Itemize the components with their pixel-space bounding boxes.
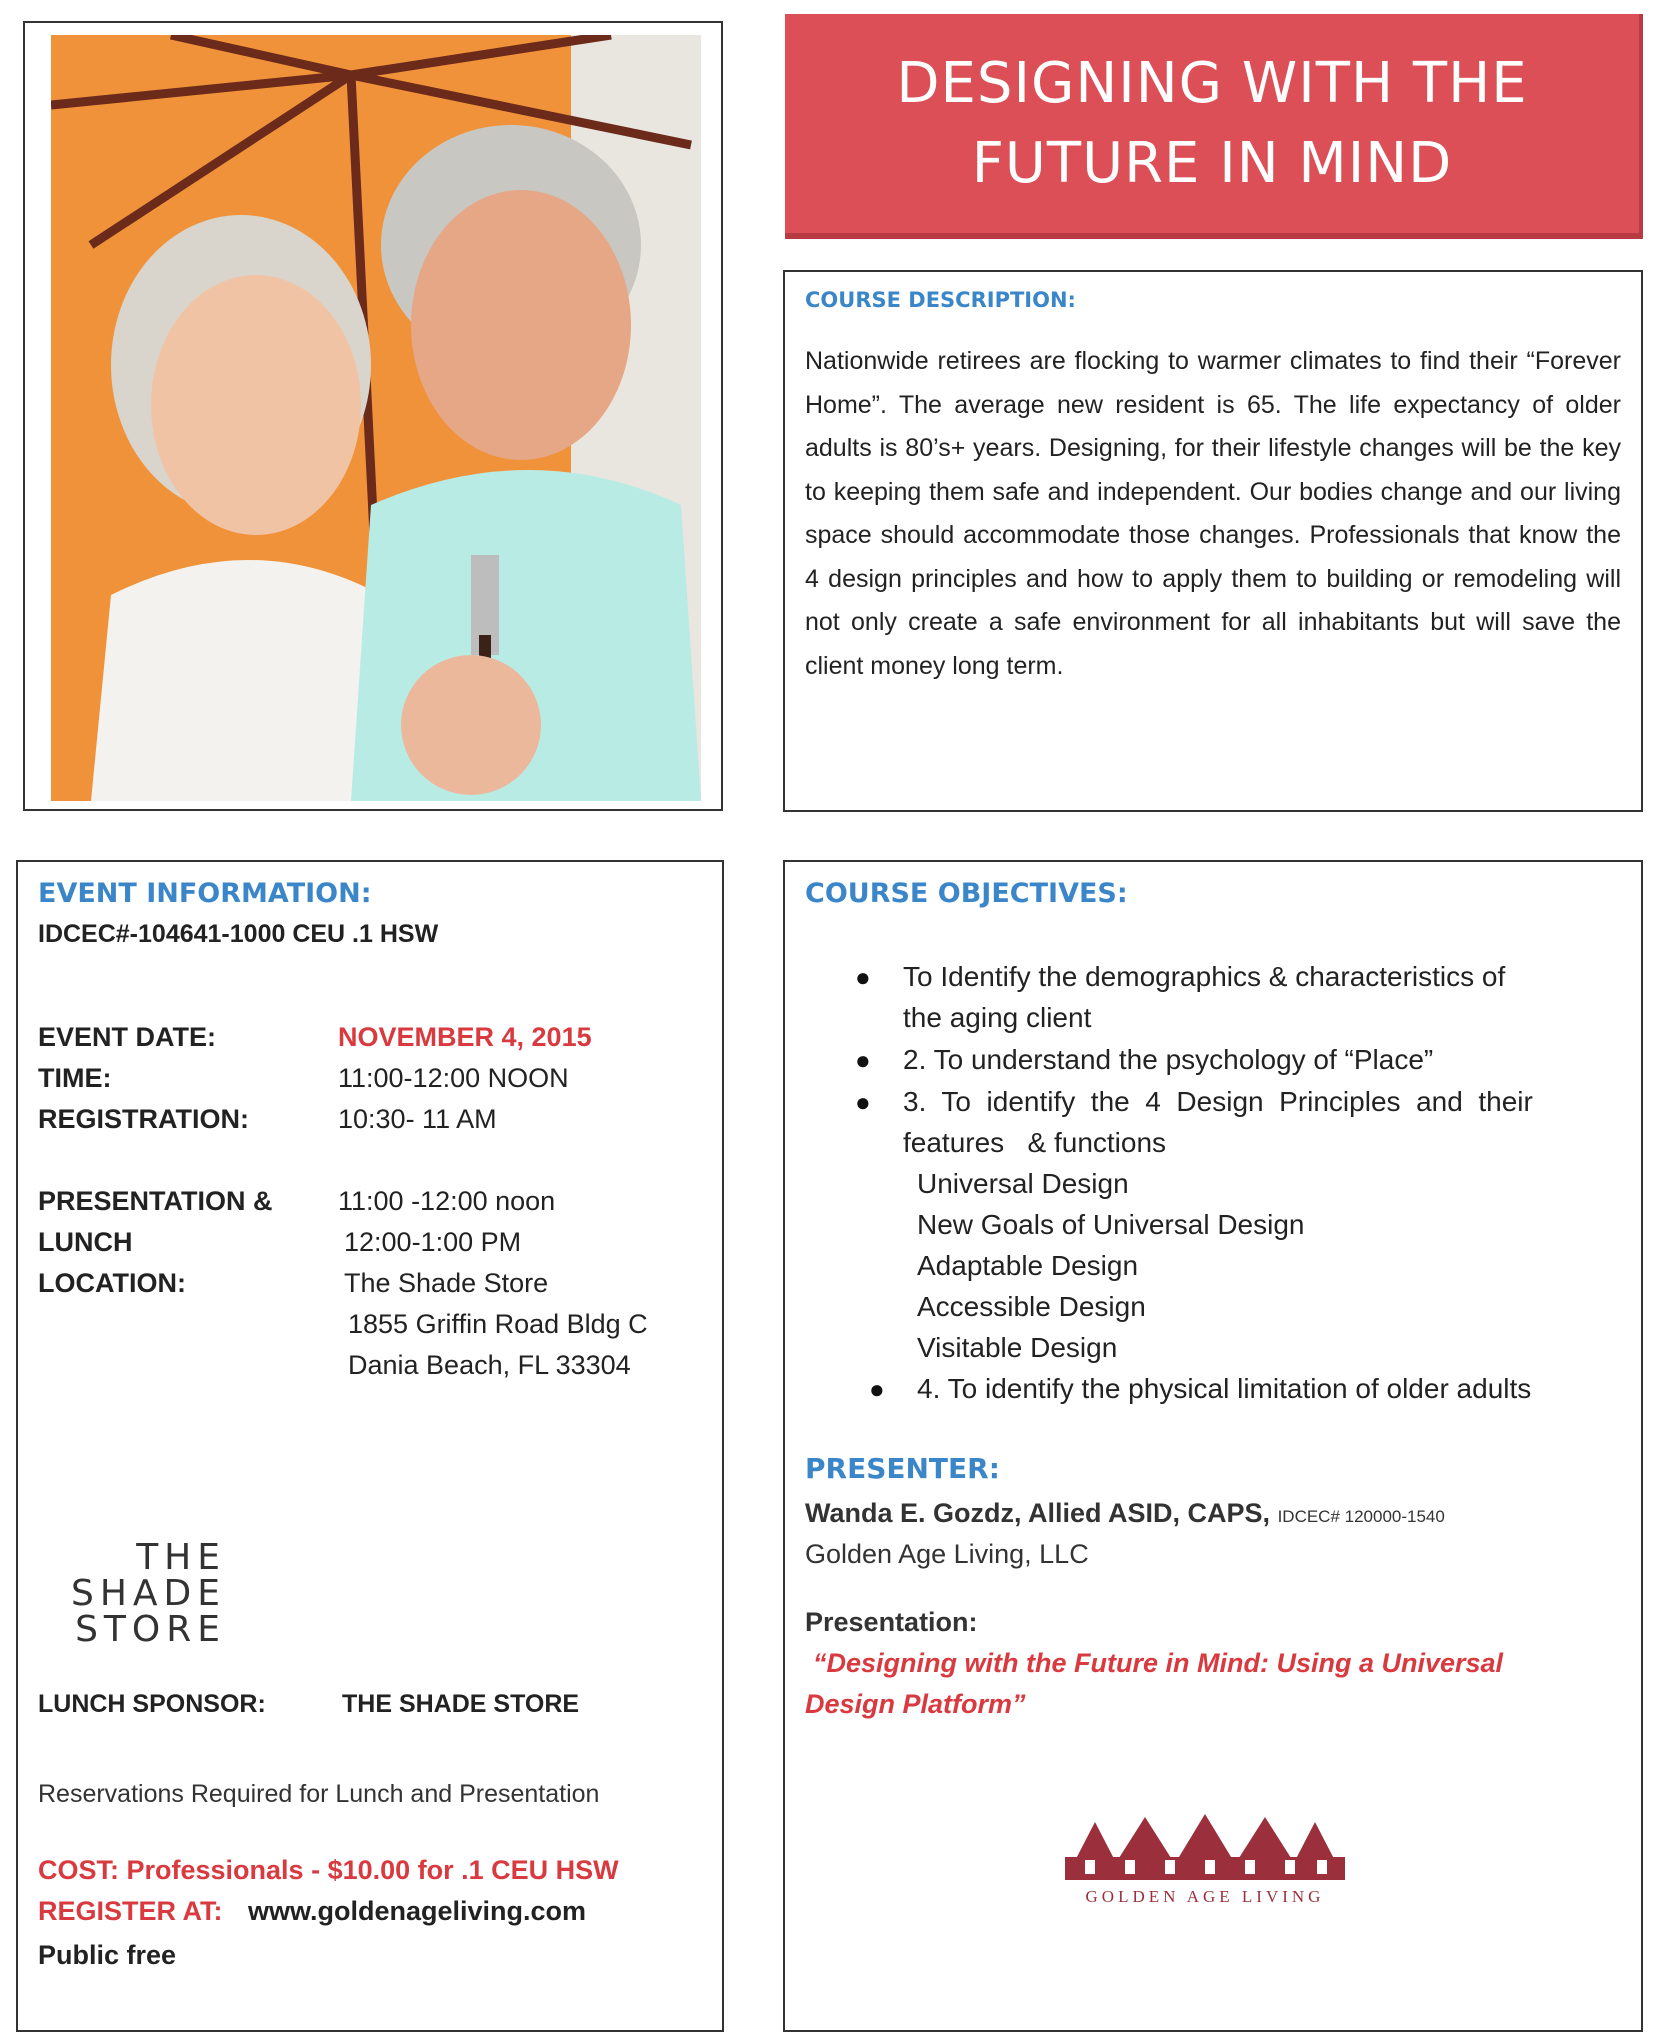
location-label: LOCATION: — [38, 1268, 186, 1298]
principle-new-goals: New Goals of Universal Design — [917, 1209, 1305, 1240]
registration-value: 10:30- 11 AM — [338, 1104, 497, 1134]
register-url[interactable]: www.goldenageliving.com — [248, 1896, 587, 1926]
course-description-box — [783, 270, 1643, 812]
presentation-time-value: 11:00 -12:00 noon — [338, 1186, 556, 1216]
event-date-label: EVENT DATE: — [38, 1022, 217, 1052]
lunch-sponsor-value: THE SHADE STORE — [342, 1690, 580, 1718]
presentation-label: PRESENTATION & — [38, 1186, 273, 1216]
course-description-heading: COURSE DESCRIPTION: — [805, 288, 1076, 312]
objective-1-line-1: To Identify the demographics & characteristics of — [903, 961, 1506, 992]
time-label: TIME: — [38, 1063, 112, 1093]
principle-universal: Universal Design — [917, 1168, 1129, 1199]
bullet-4: ● — [869, 1374, 885, 1404]
objective-3-line-2: features & functions — [903, 1127, 1167, 1158]
idcec-number: IDCEC#-104641-1000 CEU .1 HSW — [38, 920, 439, 948]
lunch-label: LUNCH — [38, 1227, 133, 1257]
bullet-3: ● — [855, 1087, 871, 1117]
principle-visitable: Visitable Design — [917, 1332, 1118, 1363]
lunch-sponsor-label: LUNCH SPONSOR: — [38, 1690, 266, 1718]
course-objectives-box — [783, 860, 1643, 2032]
bullet-2: ● — [855, 1045, 871, 1075]
cost-line: COST: Professionals - $10.00 for .1 CEU HSW — [38, 1855, 619, 1885]
presenter-company: Golden Age Living, LLC — [805, 1539, 1089, 1569]
objective-4: 4. To identify the physical limitation of older adults — [917, 1373, 1532, 1404]
presentation-label: Presentation: — [805, 1607, 978, 1637]
course-description-text: Nationwide retirees are flocking to warmer climates to find their “Forever Home”. The average new resident is 65. The life expectancy of older adults is 80’s+ years. Designing, for their lifestyle changes will be the key to keeping them safe and independent. Our bodies change and our living space should accommodate those changes. Professionals that know the 4 design principles and how to apply them to building or remodeling will not only create a safe environment for all inhabitants but will save the client money long term. — [805, 347, 1621, 680]
location-line-2: 1855 Griffin Road Bldg C — [348, 1309, 648, 1339]
presenter-idcec: IDCEC# 120000-1540 — [1277, 1507, 1445, 1526]
location-line-3: Dania Beach, FL 33304 — [348, 1350, 631, 1380]
lunch-time-value: 12:00-1:00 PM — [344, 1227, 522, 1257]
location-line-1: The Shade Store — [344, 1268, 549, 1298]
logo-line-2: SHADE — [70, 1573, 226, 1614]
objective-1-line-2: the aging client — [903, 1002, 1092, 1033]
presentation-title-line-1: “Designing with the Future in Mind: Using a Universal — [813, 1648, 1504, 1678]
shade-store-logo — [56, 1537, 226, 1650]
couple-photo — [51, 35, 701, 801]
title-line-2: FUTURE IN MIND — [971, 130, 1453, 196]
logo-line-1: THE — [136, 1537, 226, 1578]
golden-age-living-building-icon — [1065, 1802, 1345, 1882]
presenter-line — [805, 1498, 1445, 1529]
presenter-heading: PRESENTER: — [805, 1452, 1000, 1485]
presenter-name: Wanda E. Gozdz, Allied ASID, CAPS, — [805, 1498, 1271, 1528]
title-line-1: DESIGNING WITH THE — [896, 50, 1528, 116]
registration-label: REGISTRATION: — [38, 1104, 249, 1134]
reservations-note: Reservations Required for Lunch and Presentation — [38, 1780, 600, 1808]
event-date-value: NOVEMBER 4, 2015 — [338, 1022, 592, 1052]
principle-accessible: Accessible Design — [917, 1291, 1146, 1322]
bullet-1: ● — [855, 962, 871, 992]
event-information-box — [16, 860, 724, 2032]
register-label: REGISTER AT: — [38, 1896, 223, 1926]
golden-age-living-logo — [1065, 1802, 1355, 1907]
principle-adaptable: Adaptable Design — [917, 1250, 1139, 1281]
time-value: 11:00-12:00 NOON — [338, 1063, 569, 1093]
course-objectives-heading: COURSE OBJECTIVES: — [805, 878, 1128, 909]
photo-frame — [23, 21, 723, 811]
public-free: Public free — [38, 1940, 177, 1970]
golden-age-living-logo-text: GOLDEN AGE LIVING — [1085, 1887, 1325, 1906]
objective-3-line-1: 3. To identify the 4 Design Principles and their — [903, 1086, 1533, 1117]
event-information-heading: EVENT INFORMATION: — [38, 878, 372, 909]
presentation-title-line-2: Design Platform” — [805, 1689, 1026, 1719]
title-banner — [785, 14, 1643, 239]
objective-2: 2. To understand the psychology of “Place” — [903, 1044, 1434, 1075]
logo-line-3: STORE — [75, 1609, 226, 1650]
